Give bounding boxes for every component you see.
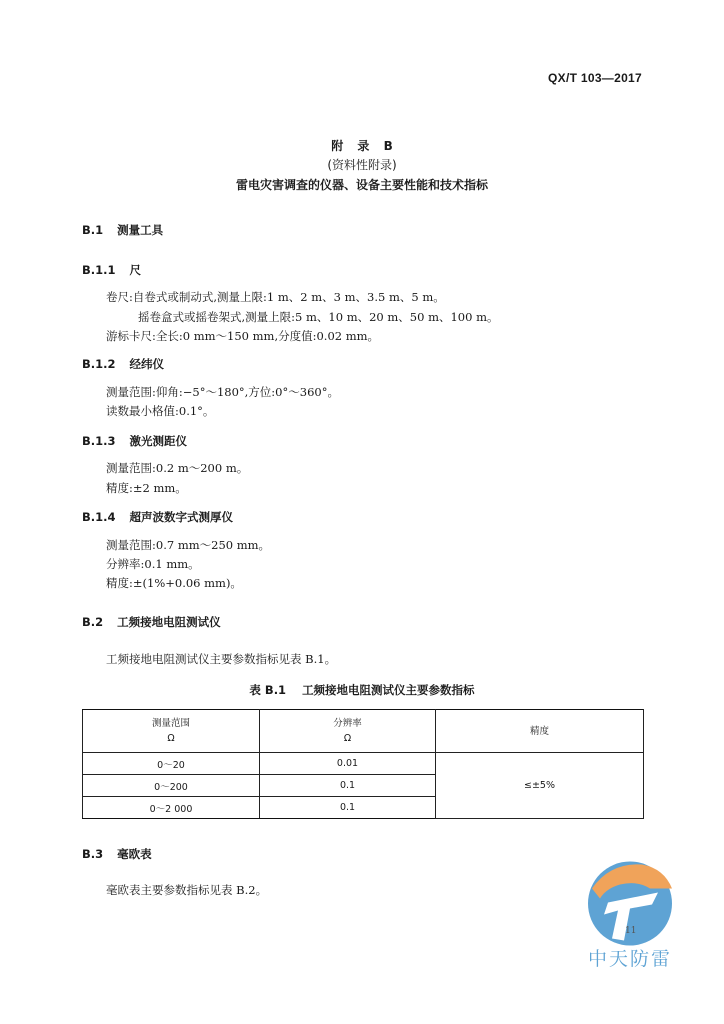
header-range-label: 测量范围 (151, 718, 190, 729)
section-title: 测量工具 (117, 223, 164, 237)
table-header-row (83, 710, 644, 753)
section-number: B.1.4 (82, 510, 116, 524)
cell-resolution: 0.1 (260, 775, 436, 797)
header-accuracy: 精度 (436, 710, 644, 753)
cell-resolution: 0.1 (260, 797, 436, 819)
section-heading-b3 (82, 846, 152, 862)
cell-range: 0～2 000 (83, 797, 260, 819)
table-row (83, 753, 644, 775)
section-title: 毫欧表 (117, 847, 152, 861)
section-number: B.1.3 (82, 434, 116, 448)
paragraph-line: 分辨率:0.1 mm。 (106, 557, 200, 571)
table-number: 表 B.1 (249, 683, 287, 697)
paragraph-line: 卷尺:自卷式或制动式,测量上限:1 m、2 m、3 m、3.5 m、5 m。 (106, 290, 445, 304)
section-number: B.1.2 (82, 357, 116, 371)
table-title: 工频接地电阻测试仪主要参数指标 (302, 683, 475, 697)
cell-range: 0～20 (83, 753, 260, 775)
table-caption (0, 682, 724, 698)
header-range-unit: Ω (167, 733, 175, 744)
section-title: 超声波数字式测厚仪 (129, 510, 234, 524)
cell-range: 0～200 (83, 775, 260, 797)
section-number: B.3 (82, 847, 104, 861)
paragraph-line: 测量范围:0.2 m～200 m。 (106, 461, 249, 475)
section-title: 尺 (129, 263, 142, 277)
header-resolution (260, 710, 436, 753)
paragraph-line: 毫欧表主要参数指标见表 B.2。 (106, 883, 268, 897)
parameter-table (82, 709, 644, 819)
standard-number: QX/T 103—2017 (548, 71, 642, 85)
section-heading-b11 (82, 262, 141, 278)
cell-resolution: 0.01 (260, 753, 436, 775)
section-heading-b1 (82, 222, 163, 238)
paragraph-line: 精度:±2 mm。 (106, 481, 187, 495)
section-heading-b14 (82, 509, 233, 525)
section-number: B.1.1 (82, 263, 116, 277)
header-resolution-unit: Ω (343, 733, 352, 744)
header-resolution-label: 分辨率 (333, 718, 362, 729)
paragraph-line: 读数最小格值:0.1°。 (106, 404, 215, 418)
section-title: 激光测距仪 (129, 434, 188, 448)
page-number: 11 (625, 926, 637, 936)
paragraph-line: 测量范围:仰角:−5°～180°,方位:0°～360°。 (106, 385, 339, 399)
section-title: 经纬仪 (129, 357, 165, 371)
cell-accuracy: ≤±5% (436, 753, 644, 819)
appendix-subtitle: (资料性附录) (327, 158, 397, 172)
header-range (83, 710, 260, 753)
watermark-text: 中天防雷 (587, 948, 672, 970)
appendix-title: 附 录 B (331, 139, 393, 153)
section-heading-b12 (82, 356, 164, 372)
paragraph-line: 精度:±(1%+0.06 mm)。 (106, 576, 242, 590)
appendix-name: 雷电灾害调查的仪器、设备主要性能和技术指标 (235, 178, 488, 192)
section-number: B.2 (82, 615, 104, 629)
section-number: B.1 (82, 223, 104, 237)
paragraph-line: 测量范围:0.7 mm～250 mm。 (106, 538, 271, 552)
section-heading-b2 (82, 614, 221, 630)
paragraph-line: 工频接地电阻测试仪主要参数指标见表 B.1。 (106, 652, 337, 666)
section-title: 工频接地电阻测试仪 (117, 615, 221, 629)
paragraph-line: 游标卡尺:全长:0 mm～150 mm,分度值:0.02 mm。 (106, 329, 380, 343)
paragraph-line: 摇卷盒式或摇卷架式,测量上限:5 m、10 m、20 m、50 m、100 m。 (138, 310, 499, 324)
section-heading-b13 (82, 433, 187, 449)
